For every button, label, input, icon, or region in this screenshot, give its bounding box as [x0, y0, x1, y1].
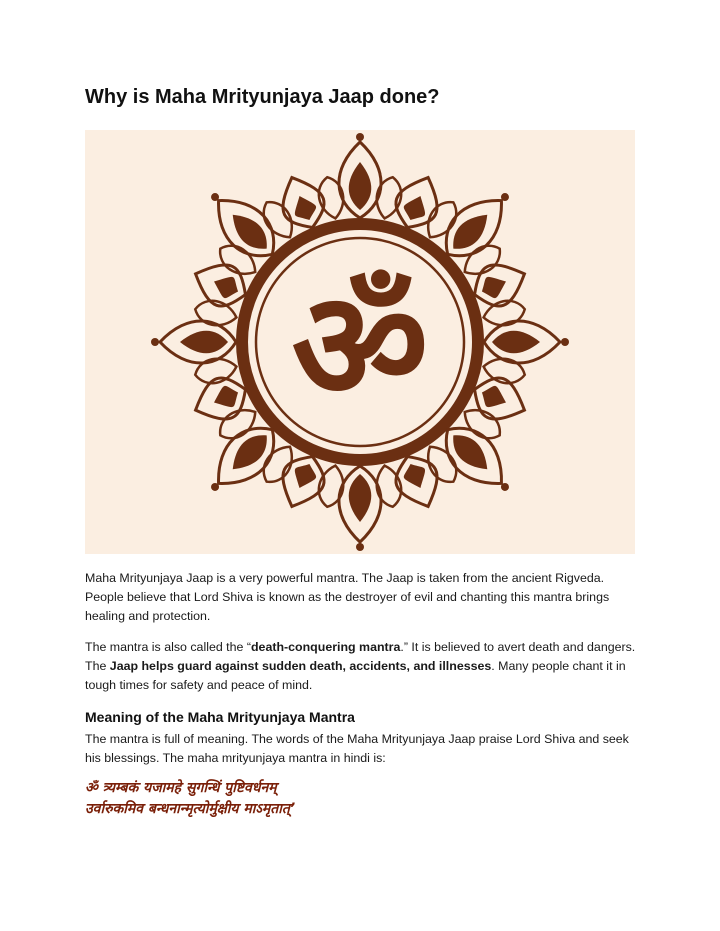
om-mandala-image: [85, 130, 635, 554]
meaning-paragraph: The mantra is full of meaning. The words of the Maha Mrityunjaya Jaap praise Lord Shiva and seek his blessings. The maha mrityunjaya mantra in hindi is:: [85, 732, 629, 765]
meaning-heading: Meaning of the Maha Mrityunjaya Mantra: [85, 709, 355, 725]
mandala-dot: [561, 338, 569, 346]
mandala-dot: [211, 193, 219, 201]
mandala-dot: [211, 483, 219, 491]
page-title: Why is Maha Mrityunjaya Jaap done?: [85, 86, 440, 108]
p2-bold-1: death-conquering mantra: [250, 640, 401, 654]
p2-text-1: The mantra is also called the “: [85, 640, 251, 654]
mantra-text: [85, 778, 645, 820]
p2-bold-2: Jaap helps guard against sudden death, accidents, and illnesses: [109, 659, 492, 673]
mandala-dot: [356, 133, 364, 141]
om-mandala-icon: [85, 130, 635, 554]
mandala-dot: [501, 483, 509, 491]
mandala-dot: [151, 338, 159, 346]
mandala-dot: [501, 193, 509, 201]
om-symbol: ॐ: [291, 260, 429, 434]
p2-text-3: . Many people chant it in tough times for safety and peace of mind.: [85, 659, 626, 692]
p2-text-2: .” It is believed to avert death and dangers. The: [85, 640, 636, 673]
death-conquering-paragraph: [85, 638, 645, 695]
mantra-line-1: ॐ त्र्यम्बकं यजामहे सुगन्धिं पुष्टिवर्धनम्: [85, 780, 277, 796]
mandala-dot: [356, 543, 364, 551]
mantra-line-2: उर्वारुकमिव बन्धनान्मृत्योर्मुक्षीय माऽमृतात्’: [85, 801, 296, 817]
intro-paragraph: Maha Mrityunjaya Jaap is a very powerful mantra. The Jaap is taken from the ancient Rigveda. People believe that Lord Shiva is known as the destroyer of evil and chanting this mantra brings healing and protection.: [85, 571, 610, 623]
